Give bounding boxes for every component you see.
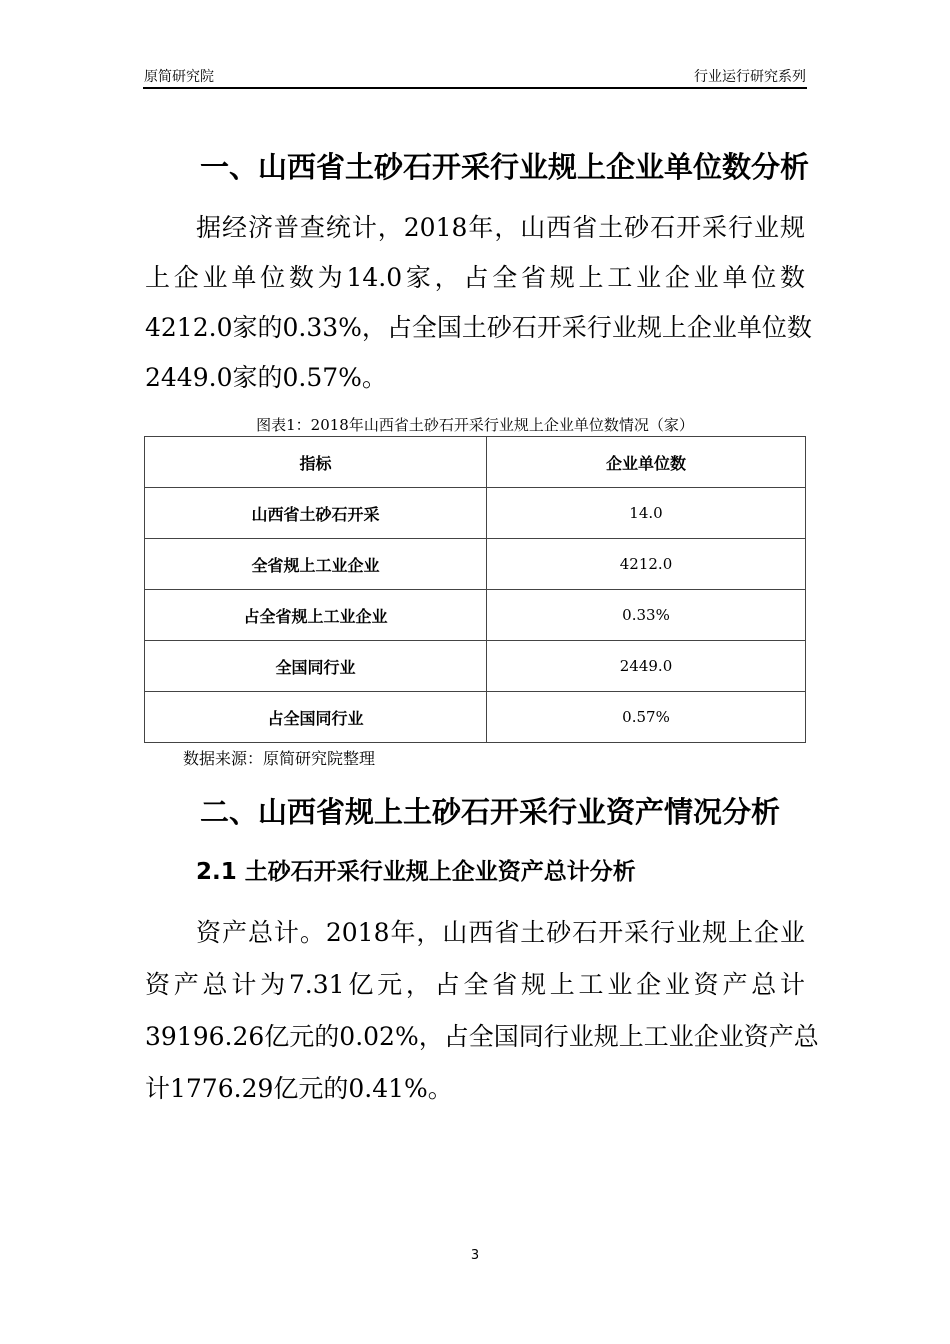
table-source: 数据来源：原简研究院整理: [183, 749, 376, 768]
column-header: 企业单位数: [487, 437, 806, 488]
page-number: 3: [470, 1248, 480, 1263]
paragraph-line: 39196.26亿元的0.02%，占全国同行业规上工业企业资产总: [145, 1022, 819, 1051]
row-value: 14.0: [487, 488, 806, 539]
row-label: 占全国同行业: [145, 692, 487, 743]
row-label: 全省规上工业企业: [145, 539, 487, 590]
column-header: 指标: [145, 437, 487, 488]
row-value: 0.33%: [487, 590, 806, 641]
row-value: 0.57%: [487, 692, 806, 743]
table-row: [145, 590, 806, 641]
section2-title: 二、山西省规上土砂石开采行业资产情况分析: [200, 795, 781, 829]
header-left: 原简研究院: [144, 69, 214, 85]
section2-subtitle: 2.1 土砂石开采行业规上企业资产总计分析: [196, 859, 636, 885]
paragraph-line: 4212.0家的0.33%，占全国土砂石开采行业规上企业单位数: [145, 313, 812, 342]
paragraph-line: 2449.0家的0.57%。: [145, 363, 387, 392]
data-table: [144, 436, 806, 743]
paragraph-line: 计1776.29亿元的0.41%。: [145, 1074, 453, 1103]
row-label: 占全省规上工业企业: [145, 590, 487, 641]
table-header-row: [145, 437, 806, 488]
section1-title: 一、山西省土砂石开采行业规上企业单位数分析: [200, 150, 810, 184]
row-value: 4212.0: [487, 539, 806, 590]
table-row: [145, 641, 806, 692]
paragraph-line: 资产总计。2018年，山西省土砂石开采行业规上企业: [196, 918, 805, 947]
table-row: [145, 539, 806, 590]
paragraph-line: 据经济普查统计，2018年，山西省土砂石开采行业规: [196, 213, 805, 242]
paragraph-line: 上企业单位数为14.0家，占全省规上工业企业单位数: [145, 263, 805, 292]
table-row: [145, 488, 806, 539]
row-label: 全国同行业: [145, 641, 487, 692]
header-rule: [143, 87, 807, 89]
table-caption: 图表1：2018年山西省土砂石开采行业规上企业单位数情况（家）: [256, 416, 694, 434]
table-row: [145, 692, 806, 743]
header-right: 行业运行研究系列: [694, 69, 806, 85]
row-value: 2449.0: [487, 641, 806, 692]
row-label: 山西省土砂石开采: [145, 488, 487, 539]
paragraph-line: 资产总计为7.31亿元，占全省规上工业企业资产总计: [145, 970, 805, 999]
